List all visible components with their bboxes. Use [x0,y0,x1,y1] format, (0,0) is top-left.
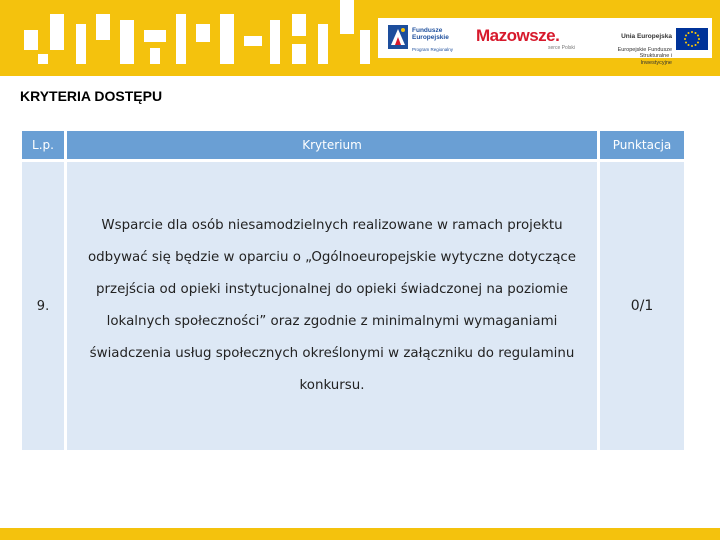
table-cell-score [600,162,684,450]
table-cell-lp [22,162,64,450]
mazowsze-subtitle: serce Polski [548,45,575,51]
header-decoration [360,30,370,64]
header-decoration [196,24,210,42]
logos-strip [378,18,712,66]
header-decoration [220,14,234,64]
header-decoration [120,20,134,64]
criterion-text: Wsparcie dla osób niesamodzielnych realizowane w ramach projektu odbywać się będzie w oparciu o „Ogólnoeuropejskie wytyczne dotyczące przejścia od opieki instytucjonalnej do opieki świadczonej na poziomie lokalnych społeczności” oraz zgodnie z minimalnymi wymaganiami świadczenia usług społecznych określonymi w załączniku do regulaminu konkursu. [87,218,577,393]
header-decoration [38,54,48,64]
header-decoration [244,36,262,46]
eu-flag-icon [676,28,708,50]
column-header-criterion: Kryterium [67,131,597,159]
header-decoration [96,14,110,40]
eu-subtitle: Europejskie Fundusze Strukturalne i Inwestycyjne [617,46,672,66]
header-decoration [176,14,186,64]
header-decoration [76,24,86,64]
column-header-score: Punktacja [600,131,684,159]
footer-bar [0,528,720,540]
header-bar [0,0,720,76]
column-header-lp: L.p. [22,131,64,159]
header-decoration [50,14,64,50]
header-decoration [292,44,306,64]
score-value: 0/1 [630,298,654,314]
header-decoration [144,30,166,42]
header-decoration [340,0,354,34]
header-decoration [150,48,160,64]
page-title: KRYTERIA DOSTĘPU [20,88,163,104]
header-decoration [24,30,38,50]
header-decoration [270,20,280,64]
program-regionalny-label: Program Regionalny [412,47,454,52]
mazowsze-logo: Mazowsze. [476,26,560,45]
table-cell-criterion [67,162,597,450]
header-decoration [318,24,328,64]
row-number: 9. [36,298,50,314]
eu-title: Unia Europejska [621,32,672,40]
eu-funds-label [612,27,672,66]
header-decoration [292,14,306,36]
fundusze-europejskie-label: Fundusze Europejskie [412,27,449,41]
fundusze-europejskie-logo-icon [388,25,408,49]
